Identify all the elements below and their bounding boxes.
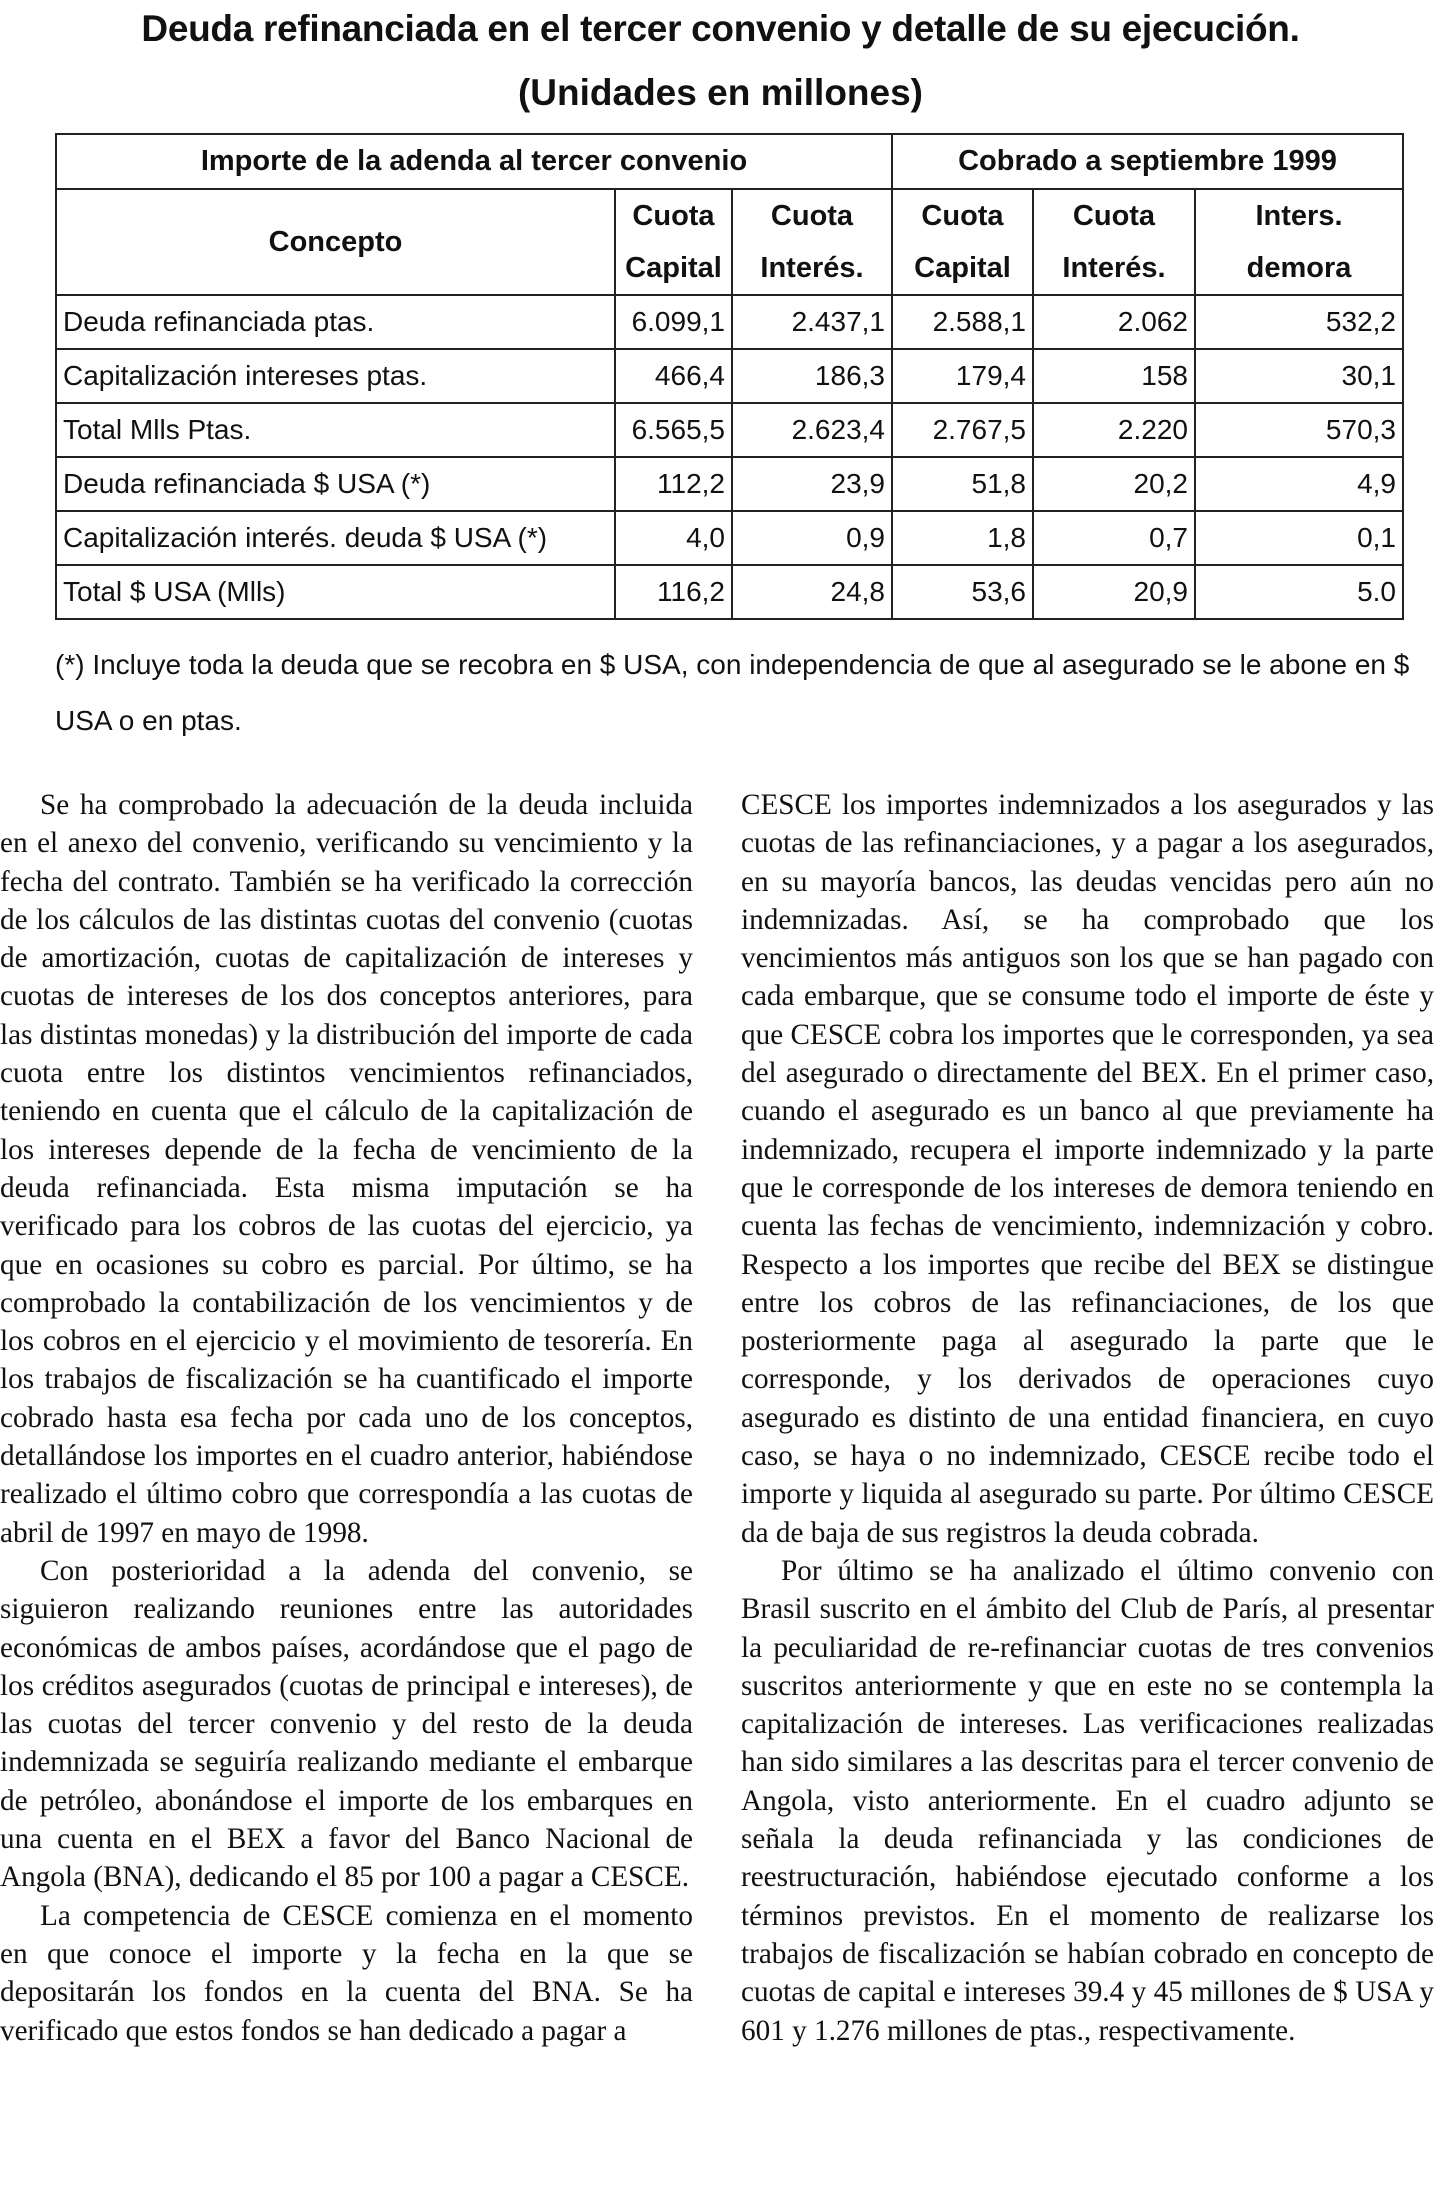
table-cell: 6.565,5: [615, 403, 732, 457]
body-paragraph: Se ha comprobado la adecuación de la deuda incluida en el anexo del convenio, verificando su vencimiento y la fecha del contrato. También se ha verificado la corrección de los cálculos de las distintas cuotas del convenio (cuotas de amortización, cuotas de capitalización de intereses y cuotas de intereses de los dos conceptos anteriores, para las distintas monedas) y la distribución del importe de cada cuota entre los distintos vencimientos refinanciados, teniendo en cuenta que el cálculo de la capitalización de los intereses depende de la fecha de vencimiento de la deuda refinanciada. Esta misma imputación se ha verificado para los cobros de las cuotas del ejercicio, ya que en ocasiones su cobro es parcial. Por último, se ha comprobado la contabilización de los vencimientos y de los cobros en el ejercicio y el movimiento de tesorería. En los trabajos de fiscalización se ha cuantificado el importe cobrado hasta esa fecha por cada uno de los conceptos, detallándose los importes en el cuadro anterior, habiéndose realizado el último cobro que correspondía a las cuotas de abril de 1997 en mayo de 1998.: [0, 789, 693, 1549]
table-row: [56, 403, 1403, 457]
table-cell: 0,1: [1195, 511, 1403, 565]
table-cell: 2.220: [1033, 403, 1195, 457]
row-label: Deuda refinanciada $ USA (*): [56, 457, 615, 511]
table-cell: 179,4: [892, 349, 1033, 403]
body-paragraph: La competencia de CESCE comienza en el momento en que conoce el importe y la fecha en la que se depositarán los fondos en la cuenta del BNA. Se ha verificado que estos fondos se han dedicado a pagar a: [0, 1899, 693, 2047]
table-cell: 2.588,1: [892, 295, 1033, 349]
table-cell: 158: [1033, 349, 1195, 403]
table-title: Deuda refinanciada en el tercer convenio y detalle de su ejecución.: [141, 8, 1300, 49]
table-footnote: (*) Incluye toda la deuda que se recobra en $ USA, con independencia de que al asegurado se le abone en $ USA o en ptas.: [55, 649, 1410, 736]
column-header-concepto: Concepto: [56, 189, 615, 295]
column-header-inters-demora: [1195, 189, 1403, 295]
table-cell: 6.099,1: [615, 295, 732, 349]
table-column-header-row: [56, 189, 1403, 295]
table-group-header-row: [56, 134, 1403, 189]
body-paragraph: Con posterioridad a la adenda del convenio, se siguieron realizando reuniones entre las autoridades económicas de ambos países, acordándose que el pago de los créditos asegurados (cuotas de principal e intereses), de las cuotas del tercer convenio y del resto de la deuda indemnizada se seguiría realizando mediante el embarque de petróleo, abonándose el importe de los embarques en una cuenta en el BEX a favor del Banco Nacional de Angola (BNA), dedicando el 85 por 100 a pagar a CESCE.: [0, 1554, 693, 1894]
column-header-line1: Cuota: [1072, 200, 1156, 232]
column-header-line1: Cuota: [632, 200, 715, 232]
group-header-cobrado: Cobrado a septiembre 1999: [892, 134, 1403, 189]
column-header-cobrado-cuota-capital: [892, 189, 1033, 295]
table-cell: 24,8: [732, 565, 892, 619]
column-header-line2: Interés.: [760, 252, 864, 284]
table-row: [56, 349, 1403, 403]
body-paragraph: Por último se ha analizado el último convenio con Brasil suscrito en el ámbito del Club de París, al presentar la peculiaridad de re-refinanciar cuotas de tres convenios suscritos anteriormente y que en este no se contempla la capitalización de intereses. Las verificaciones realizadas han sido similares a las descritas para el tercer convenio de Angola, visto anteriormente. En el cuadro adjunto se señala la deuda refinanciada y las condiciones de reestructuración, habiéndose ejecutado conforme a los términos previstos. En el momento de realizarse los trabajos de fiscalización se habían cobrado en concepto de cuotas de capital e intereses 39.4 y 45 millones de $ USA y 601 y 1.276 millones de ptas., respectivamente.: [741, 1554, 1434, 2047]
table-cell: 2.062: [1033, 295, 1195, 349]
table-cell: 23,9: [732, 457, 892, 511]
table-cell: 466,4: [615, 349, 732, 403]
group-header-adenda: Importe de la adenda al tercer convenio: [56, 134, 892, 189]
table-cell: 4,0: [615, 511, 732, 565]
table-cell: 30,1: [1195, 349, 1403, 403]
table-cell: 5.0: [1195, 565, 1403, 619]
row-label: Capitalización interés. deuda $ USA (*): [56, 511, 615, 565]
table-cell: 2.437,1: [732, 295, 892, 349]
column-header-cuota-capital: [615, 189, 732, 295]
body-paragraph: CESCE los importes indemnizados a los asegurados y las cuotas de las refinanciaciones, y a pagar a los asegurados, en su mayoría bancos, las deudas vencidas pero aún no indemnizadas. Así, se ha comprobado que los vencimientos más antiguos son los que se han pagado con cada embarque, que se consume todo el importe de éste y que CESCE cobra los importes que le corresponden, ya sea del asegurado o directamente del BEX. En el primer caso, cuando el asegurado es un banco al que previamente ha indemnizado, recupera el importe indemnizado y la parte que le corresponde de los intereses de demora teniendo en cuenta las fechas de vencimiento, indemnización y cobro. Respecto a los importes que recibe del BEX se distingue entre los cobros de las refinanciaciones, de los que posteriormente paga al asegurado la parte que le corresponde, y los derivados de operaciones cuyo asegurado es distinto de una entidad financiera, en cuyo caso, se haya o no indemnizado, CESCE recibe todo el importe y liquida al asegurado su parte. Por último CESCE da de baja de sus registros la deuda cobrada.: [741, 789, 1434, 1549]
row-label: Total $ USA (Mlls): [56, 565, 615, 619]
body-column-left: [0, 786, 693, 2050]
table-row: [56, 565, 1403, 619]
column-header-line2: Capital: [914, 252, 1011, 284]
row-label: Capitalización intereses ptas.: [56, 349, 615, 403]
table-cell: 2.767,5: [892, 403, 1033, 457]
column-header-line2: Interés.: [1062, 252, 1166, 284]
column-header-line2: Capital: [625, 252, 722, 284]
table-cell: 4,9: [1195, 457, 1403, 511]
table-row: [56, 457, 1403, 511]
table-cell: 532,2: [1195, 295, 1403, 349]
table-cell: 51,8: [892, 457, 1033, 511]
table-subtitle: (Unidades en millones): [517, 72, 923, 113]
table-cell: 112,2: [615, 457, 732, 511]
debt-table: [55, 133, 1404, 620]
body-column-right: [741, 786, 1434, 2050]
table-row: [56, 295, 1403, 349]
table-cell: 570,3: [1195, 403, 1403, 457]
table-cell: 0,7: [1033, 511, 1195, 565]
column-header-line1: Inters.: [1255, 200, 1343, 232]
table-cell: 1,8: [892, 511, 1033, 565]
table-cell: 186,3: [732, 349, 892, 403]
column-header-line1: Cuota: [770, 200, 854, 232]
table-cell: 20,2: [1033, 457, 1195, 511]
column-header-cobrado-cuota-interes: [1033, 189, 1195, 295]
column-header-line2: demora: [1246, 252, 1352, 284]
column-header-line1: Cuota: [921, 200, 1004, 232]
row-label: Deuda refinanciada ptas.: [56, 295, 615, 349]
table-cell: 20,9: [1033, 565, 1195, 619]
table-row: [56, 511, 1403, 565]
table-cell: 0,9: [732, 511, 892, 565]
table-cell: 2.623,4: [732, 403, 892, 457]
row-label: Total Mlls Ptas.: [56, 403, 615, 457]
table-cell: 116,2: [615, 565, 732, 619]
column-header-cuota-interes: [732, 189, 892, 295]
table-cell: 53,6: [892, 565, 1033, 619]
